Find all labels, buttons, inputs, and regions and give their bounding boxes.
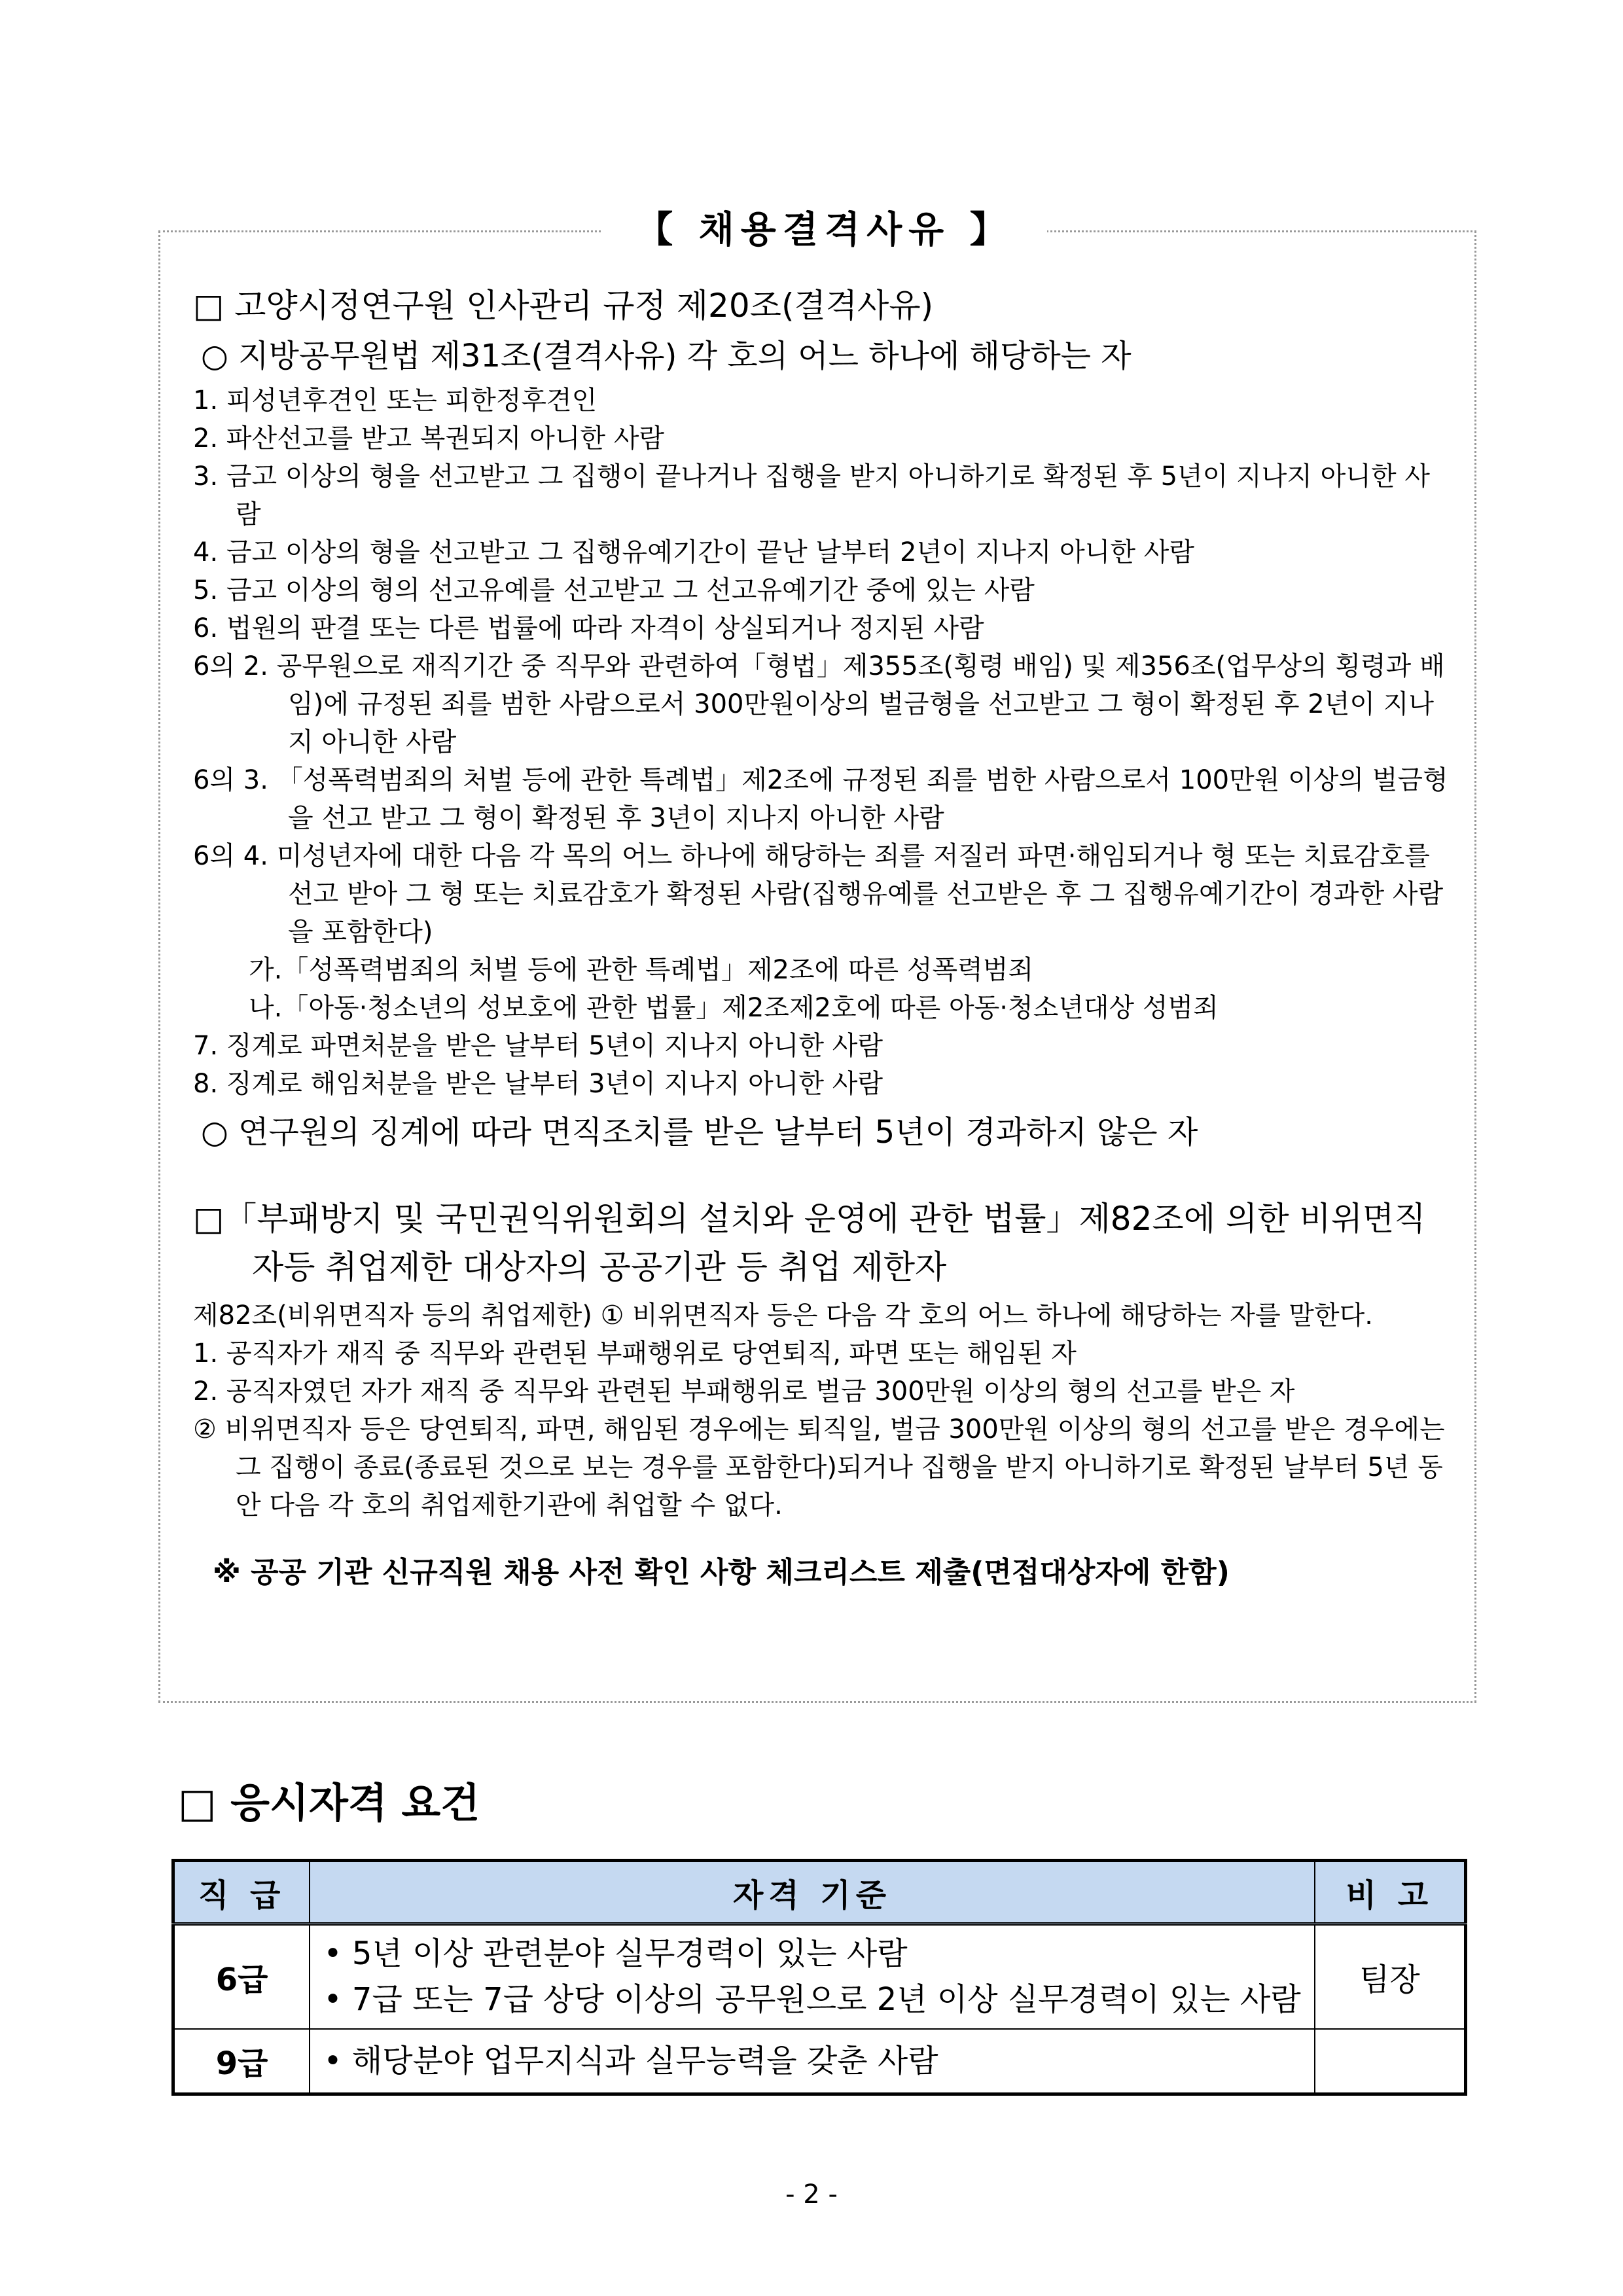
list-item: 8. 징계로 해임처분을 받은 날부터 3년이 지나지 아니한 사람 <box>193 1069 883 1099</box>
list-item: 5. 금고 이상의 형의 선고유예를 선고받고 그 선고유예기간 중에 있는 사람 <box>193 575 1035 605</box>
list-item: 6의 4. 미성년자에 대한 다음 각 목의 어느 하나에 해당하는 죄를 저질러 파면·해임되거나 형 또는 치료감호를 선고 받아 그 형 또는 치료감호가 확정된 사람(집행유예를 선고받은 후 그 집행유예기간이 경과한 사람을 포함한다) <box>193 841 1444 947</box>
list-item: 7. 징계로 파면처분을 받은 날부터 5년이 지나지 아니한 사람 <box>193 1031 883 1061</box>
criteria-bullet: • 5년 이상 관련분야 실무경력이 있는 사람 <box>323 1935 908 1973</box>
grade-cell: 9급 <box>173 2029 310 2094</box>
section2-para2: ② 비위면직자 등은 당연퇴직, 파면, 해임된 경우에는 퇴직일, 벌금 300만원 이상의 형의 선고를 받은 경우에는 그 집행이 종료(종료된 것으로 보는 경우를 포함한다)되거나 집행을 받지 아니하기로 확정된 날부터 5년 동안 다음 각 호의 취업제한기관에 취업할 수 없다. <box>193 1414 1445 1520</box>
note-cell <box>1315 2029 1466 2094</box>
section1-sub1: ○ 지방공무원법 제31조(결격사유) 각 호의 어느 하나에 해당하는 자 <box>201 338 1132 374</box>
list-item: 6의 3. 「성폭력범죄의 처벌 등에 관한 특례법」제2조에 규정된 죄를 범한 사람으로서 100만원 이상의 벌금형을 선고 받고 그 형이 확정된 후 3년이 지나지 아니한 사람 <box>193 765 1448 833</box>
list-item: 1. 피성년후견인 또는 피한정후견인 <box>193 386 597 416</box>
list-item: 2. 파산선고를 받고 복권되지 아니한 사람 <box>193 423 664 454</box>
section2-intro: 제82조(비위면직자 등의 취업제한) ① 비위면직자 등은 다음 각 호의 어느 하나에 해당하는 자를 말한다. <box>193 1300 1373 1331</box>
criteria-bullet: • 해당분야 업무지식과 실무능력을 갖춘 사람 <box>323 2042 938 2079</box>
list-item: 4. 금고 이상의 형을 선고받고 그 집행유예기간이 끝난 날부터 2년이 지나지 아니한 사람 <box>193 537 1194 567</box>
requirements-table <box>171 1859 1467 2096</box>
page-number: - 2 - <box>785 2179 838 2210</box>
note-cell: 팀장 <box>1315 1924 1466 2029</box>
section1-heading: □ 고양시정연구원 인사관리 규정 제20조(결격사유) <box>193 287 934 325</box>
section2-heading: □「부패방지 및 국민권익위원회의 설치와 운영에 관한 법률」제82조에 의한 비위면직자등 취업제한 대상자의 공공기관 등 취업 제한자 <box>193 1200 1426 1286</box>
disqualification-content <box>193 285 1450 1592</box>
list-item: 1. 공직자가 재직 중 직무와 관련된 부패행위로 당연퇴직, 파면 또는 해임된 자 <box>193 1338 1077 1369</box>
table-row <box>173 1924 1466 2029</box>
header-criteria: 자격 기준 <box>310 1861 1314 1924</box>
table-row <box>173 2029 1466 2094</box>
box-title: 【 채용결격사유 】 <box>602 203 1047 258</box>
criteria-bullet: • 7급 또는 7급 상당 이상의 공무원으로 2년 이상 실무경력이 있는 사람 <box>323 1981 1301 2018</box>
sub-item: 가.「성폭력범죄의 처벌 등에 관한 특례법」제2조에 따른 성폭력범죄 <box>249 955 1034 985</box>
requirements-title: □ 응시자격 요건 <box>178 1779 480 1827</box>
checklist-notice: ※ 공공 기관 신규직원 채용 사전 확인 사항 체크리스트 제출(면접대상자에 한함) <box>213 1556 1230 1589</box>
header-grade: 직 급 <box>173 1861 310 1924</box>
section1-sub2: ○ 연구원의 징계에 따라 면직조치를 받은 날부터 5년이 경과하지 않은 자 <box>201 1114 1198 1151</box>
list-item: 2. 공직자였던 자가 재직 중 직무와 관련된 부패행위로 벌금 300만원 이상의 형의 선고를 받은 자 <box>193 1376 1295 1407</box>
grade-cell: 6급 <box>173 1924 310 2029</box>
table-header-row <box>173 1861 1466 1924</box>
header-note: 비 고 <box>1315 1861 1466 1924</box>
sub-item: 나.「아동·청소년의 성보호에 관한 법률」제2조제2호에 따른 아동·청소년대상 성범죄 <box>249 993 1219 1023</box>
section1-items <box>193 382 1450 1103</box>
criteria-cell <box>310 2029 1314 2094</box>
list-item: 6의 2. 공무원으로 재직기간 중 직무와 관련하여「형법」제355조(횡령 배임) 및 제356조(업무상의 횡령과 배임)에 규정된 죄를 범한 사람으로서 300만원이상의 벌금형을 선고받고 그 형이 확정된 후 2년이 지나지 아니한 사람 <box>193 651 1445 757</box>
criteria-cell <box>310 1924 1314 2029</box>
list-item: 6. 법원의 판결 또는 다른 법률에 따라 자격이 상실되거나 정지된 사람 <box>193 613 984 643</box>
list-item: 3. 금고 이상의 형을 선고받고 그 집행이 끝나거나 집행을 받지 아니하기로 확정된 후 5년이 지나지 아니한 사람 <box>193 461 1430 529</box>
